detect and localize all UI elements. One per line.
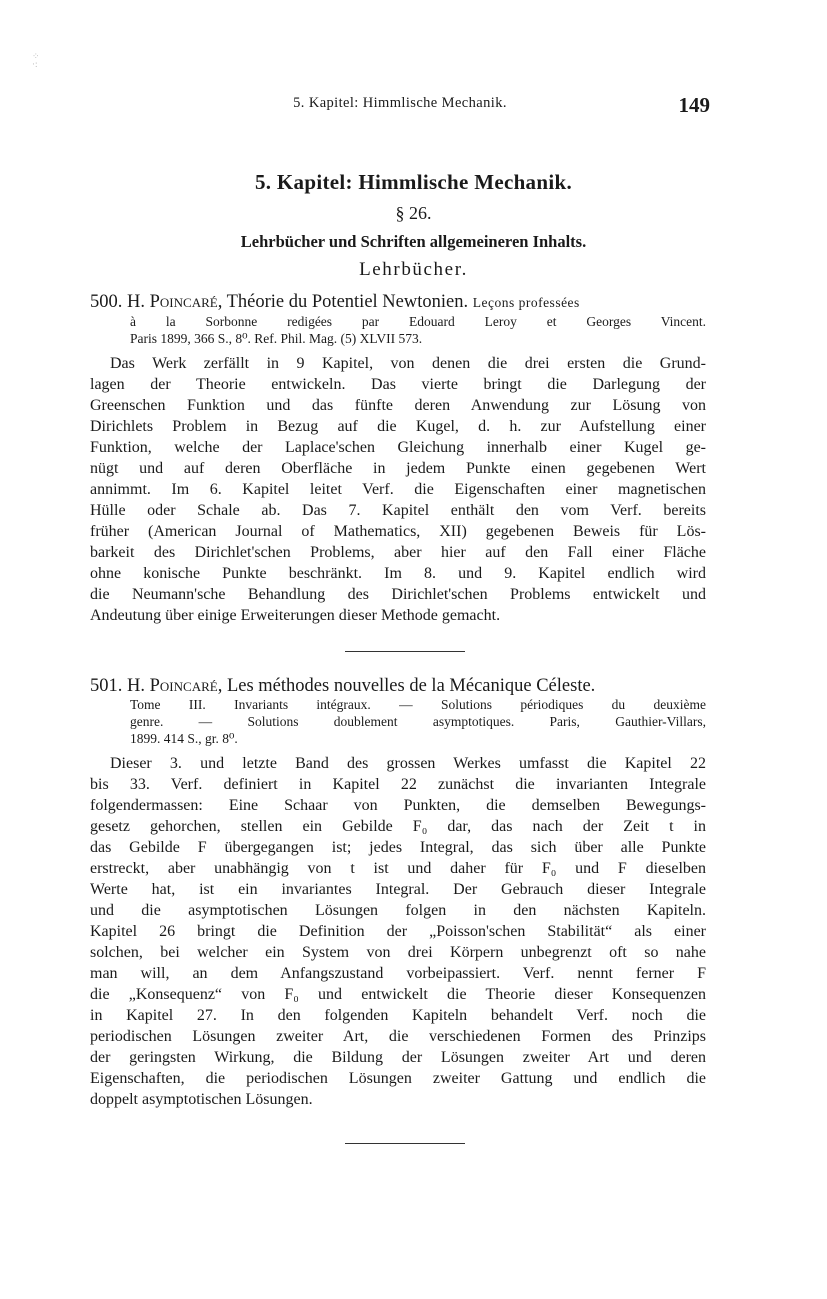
text-line: annimmt. Im 6. Kapitel leitet Verf. die Eigenschaften einer magnetischen: [90, 481, 706, 498]
bib-line: Paris 1899, 366 S., 8⁰. Ref. Phil. Mag. (5) XLVII 573.: [130, 331, 423, 346]
author-initial: H.: [127, 676, 145, 696]
text-line: lagen der Theorie entwickeln. Das vierte bringt die Darlegung der: [90, 376, 706, 393]
page-number: 149: [678, 93, 710, 117]
text-line: die „Konsequenz“ von F₀ und entwickelt die Theorie dieser Konsequenzen: [90, 986, 706, 1003]
bibliographic-details: [90, 313, 706, 347]
author-name: Poincaré,: [149, 292, 223, 312]
text-line: erstreckt, aber unabhängig von t ist und daher für F₀ und F dieselben: [90, 860, 706, 877]
text-line: in Kapitel 27. In den folgenden Kapiteln behandelt Verf. noch die: [90, 1007, 706, 1024]
text-line: Dirichlets Problem in Bezug auf die Kugel, d. h. zur Aufstellung einer: [90, 418, 706, 435]
text-line: nügt und auf deren Oberfläche in jedem Punkte einen gegebenen Wert: [90, 460, 706, 477]
bib-line: Tome III. Invariants intégraux. — Solutions périodiques du deuxième: [130, 697, 706, 712]
text-line: man will, an dem Anfangszustand vorbeipassiert. Verf. nennt ferner F: [90, 965, 706, 982]
entry-subtitle: Leçons professées: [472, 295, 580, 310]
entry-501: [90, 676, 706, 1110]
running-head: [90, 93, 710, 119]
text-line: Dieser 3. und letzte Band des grossen Werkes umfasst die Kapitel 22: [110, 755, 706, 772]
text-line: bis 33. Verf. definiert in Kapitel 22 zunächst die invarianten Integrale: [90, 776, 706, 793]
section-title: Lehrbücher und Schriften allgemeineren Inhalts.: [240, 232, 587, 251]
author-name: Poincaré,: [149, 676, 223, 696]
entry-title: Les méthodes nouvelles de la Mécanique Céleste.: [226, 676, 596, 696]
text-line: Hülle oder Schale ab. Das 7. Kapitel enthält den vom Verf. bereits: [90, 502, 706, 519]
text-line: barkeit des Dirichlet'schen Problems, aber hier auf den Fall einer Fläche: [90, 544, 706, 561]
entry-500: [90, 292, 706, 626]
text-line: periodischen Lösungen zweiter Art, die verschiedenen Formen des Prinzips: [90, 1028, 706, 1045]
text-line: früher (American Journal of Mathematics, XII) gegebenen Beweis für Lös-: [90, 523, 706, 540]
author-initial: H.: [127, 292, 145, 312]
separator-rule: [345, 1143, 465, 1144]
entry-summary: [90, 353, 706, 626]
section-mark: § 26.: [395, 203, 432, 223]
text-line: der geringsten Wirkung, die Bildung der Lösungen zweiter Art und deren: [90, 1049, 706, 1066]
text-line: und die asymptotischen Lösungen folgen in den nächsten Kapiteln.: [90, 902, 706, 919]
subsection-title: Lehrbücher.: [359, 259, 468, 280]
chapter-title: 5. Kapitel: Himmlische Mechanik.: [255, 170, 572, 194]
running-head-title: 5. Kapitel: Himmlische Mechanik.: [293, 95, 507, 111]
bib-line: à la Sorbonne redigées par Edouard Leroy et Georges Vincent.: [130, 314, 706, 329]
text-line: ohne konische Punkte beschränkt. Im 8. und 9. Kapitel endlich wird: [90, 565, 706, 582]
scan-speck: ⁘ ·:: [32, 51, 40, 69]
bib-line: genre. — Solutions doublement asymptotiques. Paris, Gauthier-Villars,: [130, 714, 706, 729]
text-line: die Neumann'sche Behandlung des Dirichlet'schen Problems entwickelt und: [90, 586, 706, 603]
text-line: Kapitel 26 bringt die Definition der „Poisson'schen Stabilität“ als einer: [90, 923, 706, 940]
text-line: doppelt asymptotischen Lösungen.: [90, 1091, 313, 1108]
text-line: Funktion, welche der Laplace'schen Gleichung innerhalb einer Kugel ge-: [90, 439, 706, 456]
entry-header: [90, 676, 706, 696]
bib-line: 1899. 414 S., gr. 8⁰.: [130, 731, 238, 746]
separator-rule: [345, 651, 465, 652]
text-line: folgendermassen: Eine Schaar von Punkten, die demselben Bewegungs-: [90, 797, 706, 814]
bibliographic-details: [90, 696, 706, 747]
text-line: Eigenschaften, die periodischen Lösungen zweiter Gattung und endlich die: [90, 1070, 706, 1087]
text-line: Andeutung über einige Erweiterungen dieser Methode gemacht.: [90, 607, 501, 624]
text-line: Greenschen Funktion und das fünfte deren Anwendung zur Lösung von: [90, 397, 706, 414]
entry-number: 501.: [90, 676, 123, 696]
text-line: gesetz gehorchen, stellen ein Gebilde F₀ dar, das nach der Zeit t in: [90, 818, 706, 835]
entry-title: Théorie du Potentiel Newtonien.: [226, 292, 469, 312]
text-line: das Gebilde F übergegangen ist; jedes Integral, das sich über alle Punkte: [90, 839, 706, 856]
entry-header: [90, 292, 706, 313]
text-line: Werte hat, ist ein invariantes Integral. Der Gebrauch dieser Integrale: [90, 881, 706, 898]
text-line: solchen, bei welcher ein System von drei Körpern unbegrenzt oft so nahe: [90, 944, 706, 961]
text-line: Das Werk zerfällt in 9 Kapitel, von denen die drei ersten die Grund-: [110, 355, 706, 372]
entry-number: 500.: [90, 292, 123, 312]
entry-summary: [90, 753, 706, 1110]
